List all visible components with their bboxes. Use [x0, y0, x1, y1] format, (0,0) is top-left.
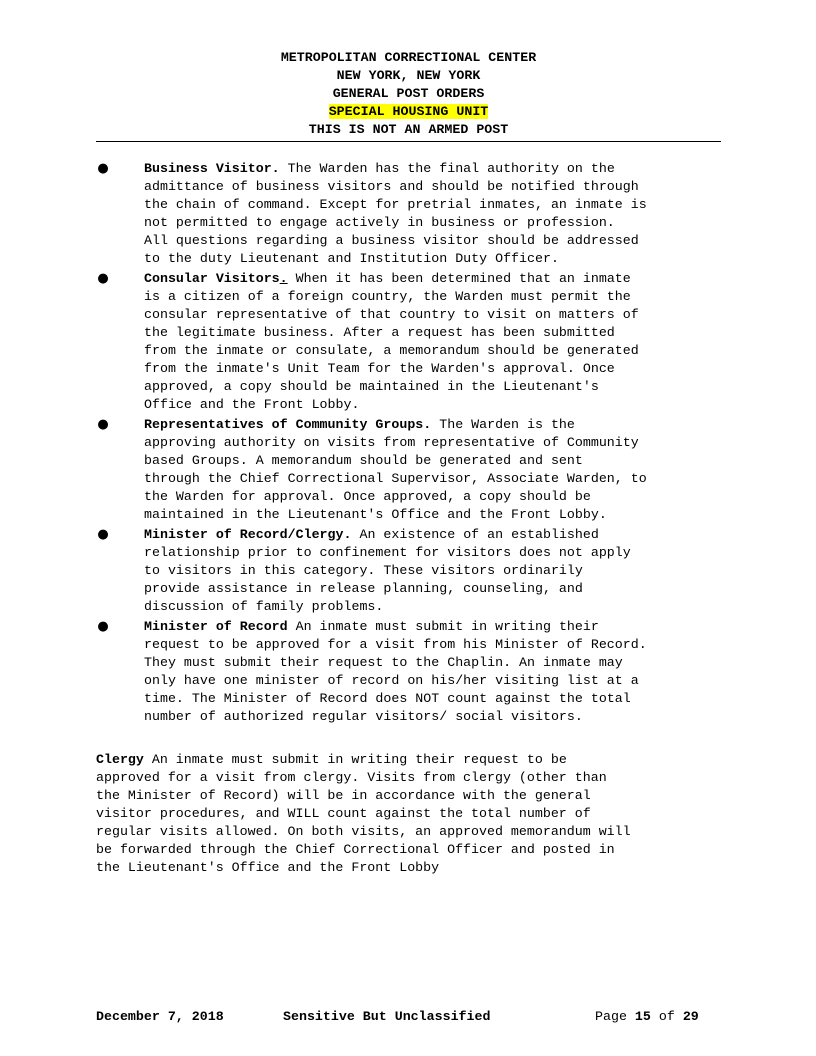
clergy-text: An inmate must submit in writing their request to be approved for a visit from clergy. Visits from clergy (other than the Minister of Record) will be in accordance with the general visitor procedures, and WILL count against the total number of regular visits allowed. On both visits, an approved memorandum will be forwarded through the Chief Correctional Officer and posted in the Lieutenant's Office and the Front Lobby [96, 752, 631, 875]
header-location: NEW YORK, NEW YORK [336, 68, 481, 83]
item-text: When it has been determined that an inmate is a citizen of a foreign country, the Warden must permit the consular representative of that country to visit on matters of the legitimate business. After a request has been submitted from the inmate or consulate, a memorandum should be generated from the inmate's Unit Team for the Warden's approval. Once approved, a copy should be maintained in the Lieutenant's Office and the Front Lobby. [144, 271, 639, 412]
list-item: ● Business Visitor. The Warden has the final authority on the admittance of business visitors and should be notified through the chain of command. Except for pretrial inmates, an inmate is not permitted to engage actively in business or profession. All questions regarding a business visitor should be addressed to the duty Lieutenant and Institution Duty Officer. [97, 161, 647, 266]
bullet-icon: ● [97, 417, 109, 432]
item-term: Minister of Record [144, 619, 288, 634]
header-divider [96, 141, 721, 142]
header-post-name: SPECIAL HOUSING UNIT [328, 104, 489, 119]
item-term: Representatives of Community Groups [144, 417, 424, 432]
header-institution: METROPOLITAN CORRECTIONAL CENTER [280, 50, 537, 65]
bullet-icon: ● [97, 527, 109, 542]
item-text: The Warden is the approving authority on visits from representative of Community based Groups. A memorandum should be generated and sent through the Chief Correctional Supervisor, Associate Warden, to the Warden for approval. Once approved, a copy should be maintained in the Lieutenant's Office and the Front Lobby. [144, 417, 647, 522]
list-item: ● Representatives of Community Groups. The Warden is the approving authority on visits from representative of Community based Groups. A memorandum should be generated and sent through the Chief Correctional Supervisor, Associate Warden, to the Warden for approval. Once approved, a copy should be maintained in the Lieutenant's Office and the Front Lobby. [97, 417, 647, 522]
header-doc-type: GENERAL POST ORDERS [332, 86, 485, 101]
bullet-icon: ● [97, 271, 109, 286]
visitor-category-list [96, 160, 756, 728]
item-text: The Warden has the final authority on the admittance of business visitors and should be notified through the chain of command. Except for pretrial inmates, an inmate is not permitted to engage actively in business or profession. All questions regarding a business visitor should be addressed to the duty Lieutenant and Institution Duty Officer. [144, 161, 647, 266]
footer-page-number: Page 15 of 29 [595, 1009, 699, 1024]
footer-date: December 7, 2018 [96, 1009, 224, 1024]
list-item: ● Minister of Record/Clergy. An existence of an established relationship prior to confinement for visitors does not apply to visitors in this category. These visitors ordinarily provide assistance in release planning, counseling, and discussion of family problems. [97, 527, 631, 614]
item-term: Business Visitor [144, 161, 272, 176]
item-text: An inmate must submit in writing their request to be approved for a visit from his Minister of Record. They must submit their request to the Chaplin. An inmate may only have one minister of record on his/her visiting list at a time. The Minister of Record does NOT count against the total number of authorized regular visitors/ social visitors. [144, 619, 647, 724]
item-text: An existence of an established relationship prior to confinement for visitors does not apply to visitors in this category. These visitors ordinarily provide assistance in release planning, counseling, and discussion of family problems. [144, 527, 631, 614]
bullet-icon: ● [97, 619, 109, 634]
bullet-icon: ● [97, 161, 109, 176]
list-item [96, 618, 756, 726]
header-armed-status: THIS IS NOT AN ARMED POST [308, 122, 509, 137]
item-term: Consular Visitors [144, 271, 280, 286]
list-item: ● Consular Visitors. When it has been determined that an inmate is a citizen of a foreign country, the Warden must permit the consular representative of that country to visit on matters of the legitimate business. After a request has been submitted from the inmate or consulate, a memorandum should be generated from the inmate's Unit Team for the Warden's approval. Once approved, a copy should be maintained in the Lieutenant's Office and the Front Lobby. [97, 271, 639, 412]
item-term: Minister of Record/Clergy [144, 527, 344, 542]
footer-classification: Sensitive But Unclassified [283, 1009, 491, 1024]
clergy-paragraph [96, 751, 756, 877]
document-header [96, 49, 721, 139]
clergy-term: Clergy [96, 752, 144, 767]
